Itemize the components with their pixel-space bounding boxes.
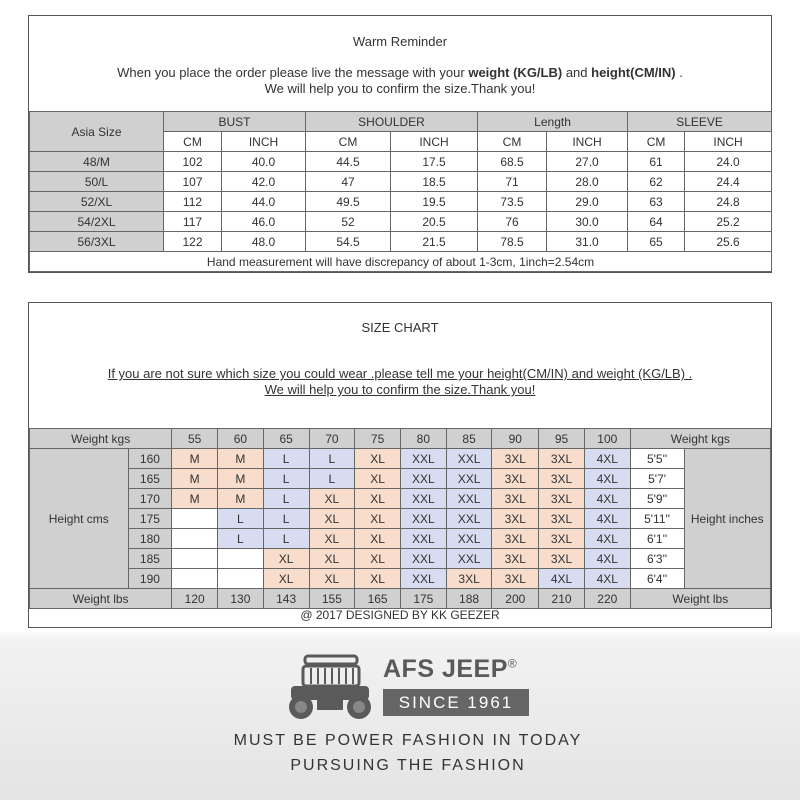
height-inch-cell: 6'4'' <box>630 569 684 589</box>
weight-lbs-label: Weight lbs <box>30 589 172 609</box>
since-badge: SINCE 1961 <box>383 689 529 716</box>
reminder-line1-end: . <box>675 65 683 80</box>
measurement-cell: 46.0 <box>222 212 306 232</box>
size-cell: XL <box>309 569 355 589</box>
weight-lb-cell: 175 <box>400 589 446 609</box>
size-cell <box>172 549 218 569</box>
measurement-cell: 25.6 <box>685 232 772 252</box>
reminder-height-unit: height(CM/IN) <box>591 65 676 80</box>
height-cm-cell: 190 <box>128 569 172 589</box>
reminder-line2: We will help you to confirm the size.Thank you! <box>264 81 536 96</box>
height-inch-cell: 6'3'' <box>630 549 684 569</box>
weight-lbs-label-right: Weight lbs <box>630 589 770 609</box>
measurement-cell: 65 <box>628 232 685 252</box>
measurement-cell: 122 <box>164 232 222 252</box>
size-cell: 3XL <box>539 549 585 569</box>
table-row <box>30 449 771 469</box>
table-row <box>30 152 772 172</box>
height-cms-label: Height cms <box>30 449 129 589</box>
table-row <box>30 212 772 232</box>
size-cell: 3XL <box>492 469 539 489</box>
measurement-cell: 24.8 <box>685 192 772 212</box>
size-cell: XXL <box>446 449 492 469</box>
reminder-title: Warm Reminder <box>352 34 448 49</box>
weight-kg-cell: 55 <box>172 429 218 449</box>
measurement-cell: 27.0 <box>547 152 628 172</box>
size-cell: 3XL <box>492 549 539 569</box>
size-label-cell: 50/L <box>30 172 164 192</box>
weight-kg-cell: 70 <box>309 429 355 449</box>
unit-header: CM <box>478 132 547 152</box>
size-chart-table <box>29 428 771 609</box>
weight-lb-cell: 210 <box>539 589 585 609</box>
height-cm-cell: 175 <box>128 509 172 529</box>
weight-lb-cell: 220 <box>584 589 630 609</box>
height-cm-cell: 185 <box>128 549 172 569</box>
size-cell: L <box>263 469 309 489</box>
size-cell: XXL <box>446 549 492 569</box>
table-row <box>30 569 771 589</box>
measurement-cell: 47 <box>306 172 391 192</box>
weight-kg-cell: 90 <box>492 429 539 449</box>
measurement-cell: 20.5 <box>391 212 478 232</box>
size-cell: 3XL <box>539 529 585 549</box>
size-cell: XL <box>263 549 309 569</box>
size-chart-line2-text: We will help you to confirm the size.Thank you! <box>264 382 536 397</box>
size-cell: 3XL <box>492 529 539 549</box>
size-cell: XL <box>355 509 401 529</box>
measurement-cell: 102 <box>164 152 222 172</box>
measurement-cell: 68.5 <box>478 152 547 172</box>
height-cm-cell: 180 <box>128 529 172 549</box>
size-cell: XL <box>355 549 401 569</box>
measurement-cell: 28.0 <box>547 172 628 192</box>
size-cell: XL <box>309 549 355 569</box>
measurement-cell: 54.5 <box>306 232 391 252</box>
warm-reminder-panel <box>28 15 772 273</box>
weight-kg-cell: 85 <box>446 429 492 449</box>
measurement-cell: 21.5 <box>391 232 478 252</box>
measurement-cell: 76 <box>478 212 547 232</box>
measurement-cell: 63 <box>628 192 685 212</box>
size-label-cell: 52/XL <box>30 192 164 212</box>
size-cell: XXL <box>400 489 446 509</box>
measurement-cell: 31.0 <box>547 232 628 252</box>
size-cell: L <box>263 449 309 469</box>
size-cell: 3XL <box>492 449 539 469</box>
size-cell: XXL <box>446 529 492 549</box>
weight-lbs-row <box>30 589 771 609</box>
size-cell: XXL <box>400 509 446 529</box>
size-cell: XL <box>355 469 401 489</box>
measurement-cell: 17.5 <box>391 152 478 172</box>
measurement-cell: 64 <box>628 212 685 232</box>
size-chart-panel <box>28 302 772 628</box>
measurement-cell: 18.5 <box>391 172 478 192</box>
size-cell: M <box>218 469 264 489</box>
unit-header: INCH <box>685 132 772 152</box>
size-cell: XXL <box>446 509 492 529</box>
size-cell: 4XL <box>584 469 630 489</box>
weight-kg-cell: 100 <box>584 429 630 449</box>
size-cell: M <box>172 489 218 509</box>
measurement-cell: 19.5 <box>391 192 478 212</box>
size-cell: 3XL <box>492 509 539 529</box>
measurement-cell: 78.5 <box>478 232 547 252</box>
weight-lb-cell: 155 <box>309 589 355 609</box>
slogan-line2: PURSUING THE FASHION <box>290 757 526 774</box>
size-cell: 4XL <box>584 549 630 569</box>
size-cell: M <box>172 469 218 489</box>
unit-header: CM <box>306 132 391 152</box>
table-row <box>30 529 771 549</box>
group-header-sleeve: SLEEVE <box>628 112 772 132</box>
weight-lb-cell: 130 <box>218 589 264 609</box>
size-cell: M <box>218 449 264 469</box>
size-cell: XXL <box>400 569 446 589</box>
size-cell: XL <box>309 489 355 509</box>
measurement-cell: 48.0 <box>222 232 306 252</box>
reminder-weight-unit: weight (KG/LB) <box>468 65 563 80</box>
brand-name <box>383 655 517 684</box>
size-cell <box>218 569 264 589</box>
size-cell: 3XL <box>539 469 585 489</box>
measurement-cell: 24.0 <box>685 152 772 172</box>
size-cell: 3XL <box>539 509 585 529</box>
reminder-line1-text: When you place the order please live the message with your <box>117 65 469 80</box>
measurement-cell: 30.0 <box>547 212 628 232</box>
size-cell: 4XL <box>584 449 630 469</box>
size-cell: L <box>263 509 309 529</box>
designer-credit: @ 2017 DESIGNED BY KK GEEZER <box>300 608 500 622</box>
group-header-bust: BUST <box>164 112 306 132</box>
measurement-cell: 24.4 <box>685 172 772 192</box>
jeep-logo-icon <box>285 652 375 722</box>
weight-lb-cell: 120 <box>172 589 218 609</box>
unit-header: CM <box>164 132 222 152</box>
measurement-cell: 61 <box>628 152 685 172</box>
size-cell: L <box>263 529 309 549</box>
group-header-length: Length <box>478 112 628 132</box>
measurement-cell: 107 <box>164 172 222 192</box>
size-label-cell: 56/3XL <box>30 232 164 252</box>
reminder-line1-and: and <box>562 65 592 80</box>
unit-header: INCH <box>222 132 306 152</box>
height-inch-cell: 5'5'' <box>630 449 684 469</box>
size-cell: 4XL <box>584 489 630 509</box>
weight-kg-cell: 65 <box>263 429 309 449</box>
group-header-shoulder: SHOULDER <box>306 112 478 132</box>
table-row <box>30 489 771 509</box>
weight-kgs-row <box>30 429 771 449</box>
table-row <box>30 192 772 212</box>
size-chart-line1 <box>29 366 771 381</box>
height-inch-cell: 5'7' <box>630 469 684 489</box>
size-cell: 3XL <box>492 489 539 509</box>
measurement-cell: 52 <box>306 212 391 232</box>
size-cell: L <box>218 529 264 549</box>
table-row <box>30 172 772 192</box>
measurement-cell: 44.5 <box>306 152 391 172</box>
size-cell: XL <box>263 569 309 589</box>
weight-lb-cell: 165 <box>355 589 401 609</box>
size-cell: XXL <box>446 469 492 489</box>
slogan-line1: MUST BE POWER FASHION IN TODAY <box>233 732 583 749</box>
registered-mark: ® <box>507 656 518 671</box>
weight-lb-cell: 188 <box>446 589 492 609</box>
measurement-cell: 25.2 <box>685 212 772 232</box>
measurement-cell: 117 <box>164 212 222 232</box>
size-cell: 3XL <box>539 449 585 469</box>
size-cell: XXL <box>400 469 446 489</box>
measurement-cell: 112 <box>164 192 222 212</box>
size-cell: XXL <box>400 529 446 549</box>
size-cell: L <box>263 489 309 509</box>
size-cell: XXL <box>446 489 492 509</box>
reminder-line1 <box>29 65 771 80</box>
weight-kg-cell: 95 <box>539 429 585 449</box>
size-cell: 3XL <box>446 569 492 589</box>
size-cell: L <box>218 509 264 529</box>
size-measurement-table <box>29 111 772 272</box>
measurement-cell: 49.5 <box>306 192 391 212</box>
measurement-cell: 71 <box>478 172 547 192</box>
size-cell: L <box>309 449 355 469</box>
size-cell: 4XL <box>584 509 630 529</box>
size-chart-line1-text: If you are not sure which size you could wear .please tell me your height(CM/IN) and weight (KG/LB) . <box>107 366 693 381</box>
size-cell: XL <box>355 569 401 589</box>
size-cell: 4XL <box>584 569 630 589</box>
height-inch-cell: 6'1'' <box>630 529 684 549</box>
measurement-cell: 62 <box>628 172 685 192</box>
measurement-note: Hand measurement will have discrepancy of about 1-3cm, 1inch=2.54cm <box>30 252 772 272</box>
size-cell: 3XL <box>539 489 585 509</box>
unit-header: INCH <box>391 132 478 152</box>
size-cell <box>172 509 218 529</box>
size-cell: XL <box>355 489 401 509</box>
table-row <box>30 549 771 569</box>
size-cell: XL <box>355 529 401 549</box>
size-cell: 4XL <box>584 529 630 549</box>
unit-header: CM <box>628 132 685 152</box>
size-cell: XXL <box>400 449 446 469</box>
size-cell: XL <box>309 529 355 549</box>
height-inches-label: Height inches <box>684 449 770 589</box>
height-inch-cell: 5'11'' <box>630 509 684 529</box>
height-cm-cell: 160 <box>128 449 172 469</box>
unit-header: INCH <box>547 132 628 152</box>
size-cell: L <box>309 469 355 489</box>
size-label-cell: 54/2XL <box>30 212 164 232</box>
size-label-cell: 48/M <box>30 152 164 172</box>
table-row <box>30 469 771 489</box>
size-chart-title: SIZE CHART <box>361 320 439 335</box>
weight-kgs-label: Weight kgs <box>30 429 172 449</box>
table-row <box>30 232 772 252</box>
size-cell <box>218 549 264 569</box>
weight-lb-cell: 143 <box>263 589 309 609</box>
size-chart-line2 <box>29 382 771 397</box>
size-cell <box>172 569 218 589</box>
weight-lb-cell: 200 <box>492 589 539 609</box>
measurement-cell: 40.0 <box>222 152 306 172</box>
weight-kgs-label-right: Weight kgs <box>630 429 770 449</box>
height-cm-cell: 165 <box>128 469 172 489</box>
height-inch-cell: 5'9'' <box>630 489 684 509</box>
size-cell: XXL <box>400 549 446 569</box>
measurement-cell: 29.0 <box>547 192 628 212</box>
table-row <box>30 509 771 529</box>
measurement-cell: 42.0 <box>222 172 306 192</box>
measurement-cell: 73.5 <box>478 192 547 212</box>
size-cell: M <box>172 449 218 469</box>
size-cell: M <box>218 489 264 509</box>
weight-kg-cell: 75 <box>355 429 401 449</box>
brand-name-text: AFS JEEP <box>383 655 508 683</box>
height-cm-cell: 170 <box>128 489 172 509</box>
weight-kg-cell: 80 <box>400 429 446 449</box>
size-cell <box>172 529 218 549</box>
measurement-cell: 44.0 <box>222 192 306 212</box>
size-cell: XL <box>309 509 355 529</box>
weight-kg-cell: 60 <box>218 429 264 449</box>
size-cell: 3XL <box>492 569 539 589</box>
asia-size-header: Asia Size <box>30 112 164 152</box>
size-cell: XL <box>355 449 401 469</box>
size-cell: 4XL <box>539 569 585 589</box>
